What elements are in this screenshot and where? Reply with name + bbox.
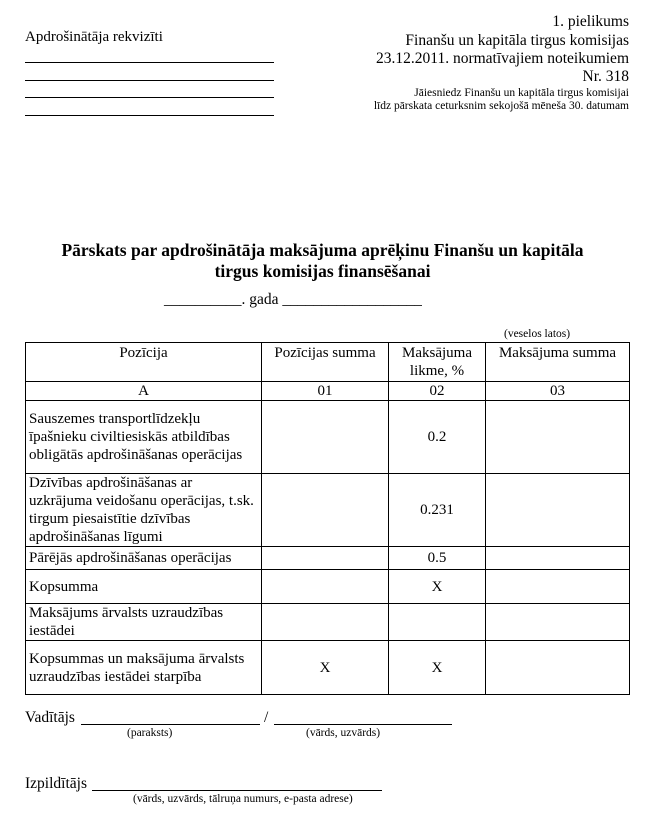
insurer-details-line[interactable] xyxy=(25,97,274,98)
table-row xyxy=(26,641,630,695)
table-row xyxy=(26,570,630,604)
annex-number: 1. pielikums xyxy=(552,13,629,30)
header-payment-sum: Maksājuma summa xyxy=(486,343,630,382)
period-number-field[interactable]: __________ xyxy=(164,291,242,308)
submission-note: Jāiesniedz Finanšu un kapitāla tirgus komisijai xyxy=(414,87,629,99)
table-row xyxy=(26,401,630,474)
period-line xyxy=(164,291,422,309)
table-row xyxy=(26,474,630,547)
rate-cell: X xyxy=(389,641,486,695)
insurer-details-line[interactable] xyxy=(25,62,274,63)
report-title-line2: tirgus komisijas finansēšanai xyxy=(214,261,431,281)
rate-cell: 0.2 xyxy=(389,401,486,474)
payment-cell[interactable] xyxy=(486,604,630,641)
header-position-sum: Pozīcijas summa xyxy=(262,343,389,382)
position-cell: Maksājums ārvalsts uzraudzības iestādei xyxy=(26,604,262,641)
sum-cell[interactable] xyxy=(262,547,389,570)
payment-table xyxy=(25,342,630,695)
executor-field[interactable] xyxy=(92,790,382,791)
rate-cell: 0.5 xyxy=(389,547,486,570)
manager-signature-field[interactable] xyxy=(81,724,260,725)
period-year-label: . gada xyxy=(241,291,283,308)
executor-caption: (vārds, uzvārds, tālruņa numurs, e-pasta adrese) xyxy=(133,793,353,805)
insurer-details-line[interactable] xyxy=(25,80,274,81)
payment-cell[interactable] xyxy=(486,570,630,604)
code-cell: 03 xyxy=(486,382,630,401)
sum-cell[interactable] xyxy=(262,604,389,641)
position-cell: Kopsummas un maksājuma ārvalsts uzraudzības iestādei starpība xyxy=(26,641,262,695)
table-row xyxy=(26,547,630,570)
position-cell: Pārējās apdrošināšanas operācijas xyxy=(26,547,262,570)
payment-cell[interactable] xyxy=(486,401,630,474)
code-cell: 01 xyxy=(262,382,389,401)
manager-name-field[interactable] xyxy=(274,724,452,725)
table-code-row xyxy=(26,382,630,401)
code-cell: 02 xyxy=(389,382,486,401)
table-header-row xyxy=(26,343,630,382)
manager-label: Vadītājs xyxy=(25,709,75,726)
sum-cell[interactable] xyxy=(262,401,389,474)
header-rate: Maksājuma likme, % xyxy=(389,343,486,382)
annex-regulation-date: 23.12.2011. normatīvajiem noteikumiem xyxy=(376,50,629,67)
slash-separator: / xyxy=(264,709,269,726)
payment-cell[interactable] xyxy=(486,641,630,695)
submission-deadline: līdz pārskata ceturksnim sekojošā mēneša 30. datumam xyxy=(373,100,629,112)
report-title: Pārskats par apdrošinātāja maksājuma aprēķinu Finanšu un kapitāla xyxy=(61,240,584,260)
payment-cell[interactable] xyxy=(486,474,630,547)
table-row xyxy=(26,604,630,641)
rate-cell[interactable] xyxy=(389,604,486,641)
annex-regulation-number: Nr. 318 xyxy=(582,68,629,85)
insurer-details-label: Apdrošinātāja rekvizīti xyxy=(25,29,163,45)
name-caption: (vārds, uzvārds) xyxy=(306,727,381,739)
position-cell: Dzīvības apdrošināšanas ar uzkrājuma veidošanu operācijas, t.sk. tirgum piesaistītie dzīvības apdrošināšanas līgumi xyxy=(26,474,262,547)
rate-cell: 0.231 xyxy=(389,474,486,547)
position-cell: Kopsumma xyxy=(26,570,262,604)
header-position: Pozīcija xyxy=(26,343,262,382)
unit-note: (veselos latos) xyxy=(504,328,571,340)
signature-caption: (paraksts) xyxy=(127,727,173,739)
sum-cell[interactable] xyxy=(262,570,389,604)
period-year-field[interactable]: __________________ xyxy=(282,291,422,308)
annex-regulator: Finanšu un kapitāla tirgus komisijas xyxy=(405,32,629,49)
sum-cell: X xyxy=(262,641,389,695)
payment-cell[interactable] xyxy=(486,547,630,570)
code-cell: A xyxy=(26,382,262,401)
position-cell: Sauszemes transportlīdzekļu īpašnieku civiltiesiskās atbildības obligātās apdrošināšanas operācijas xyxy=(26,401,262,474)
executor-label: Izpildītājs xyxy=(25,775,87,792)
rate-cell: X xyxy=(389,570,486,604)
insurer-details-line[interactable] xyxy=(25,115,274,116)
sum-cell[interactable] xyxy=(262,474,389,547)
